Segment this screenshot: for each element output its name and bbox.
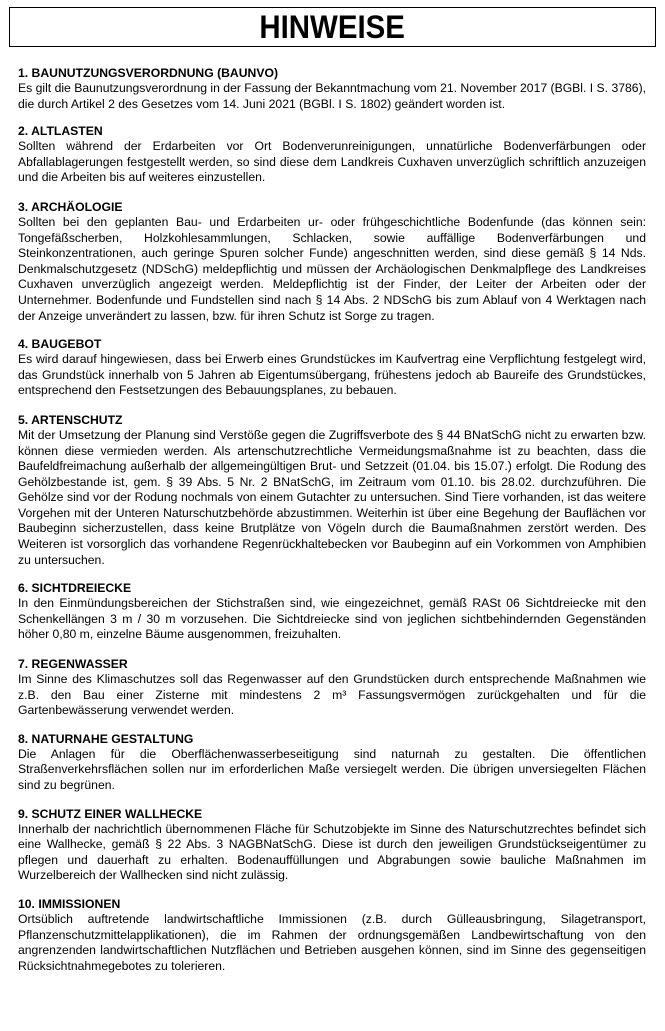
section-immissionen xyxy=(18,897,646,974)
section-body: Mit der Umsetzung der Planung sind Verstöße gegen die Zugriffsverbote des § 44 BNatSchG nicht zu erwarten bzw. können diese vermieden werden. Als artenschutzrechtliche Vermeidungsmaßnahme ist zu beachten, dass die Baufeldfreimachung außerhalb der allgemeingültigen Brut- und Setzzeit (01.04. bis 15.07.) erfolgt. Die Rodung des Gehölzbestande ist, gem. § 39 Abs. 5 Nr. 2 BNatSchG, im Zeitraum vom 01.10. bis 28.02. durchzuführen. Die Gehölze sind vor der Rodung nochmals von einem Gutachter zu untersuchen. Sind Tiere vorhanden, ist das weitere Vorgehen mit der Unteren Naturschutzbehörde abzustimmen. Weiterhin ist über eine Begehung der Bauflächen vor Baubeginn sicherzustellen, dass keine Brutplätze von Vögeln durch die Baumaßnahmen zerstört werden. Des Weiteren ist vorsorglich das vorhandene Regenrückhaltebecken vor Baubeginn auf ein Vorkommen von Amphibien zu untersuchen. xyxy=(18,427,646,567)
section-regenwasser xyxy=(18,657,646,719)
section-body: Im Sinne des Klimaschutzes soll das Regenwasser auf den Grundstücken durch entsprechende Maßnahmen wie z.B. den Bau einer Zisterne mit mindestens 2 m³ Fassungsvermögen zurückgehalten und für die Gartenbewässerung verwendet werden. xyxy=(18,672,646,718)
section-altlasten xyxy=(18,124,646,186)
section-baunutzungsverordnung xyxy=(18,66,646,112)
section-body: Sollten während der Erdarbeiten vor Ort Bodenverunreinigungen, unnatürliche Bodenverfärbungen oder Abfallablagerungen festgestellt werden, so sind diese dem Landkreis Cuxhaven unverzüglich schriftlich anzuzeigen und die Arbeiten bis auf weiteres einzustellen. xyxy=(18,139,646,185)
section-heading: 9. SCHUTZ EINER WALLHECKE xyxy=(18,806,203,821)
section-heading: 8. NATURNAHE GESTALTUNG xyxy=(18,731,194,746)
section-heading: 10. IMMISSIONEN xyxy=(18,896,121,911)
section-body: Es gilt die Baunutzungsverordnung in der Fassung der Bekanntmachung vom 21. November 2017 (BGBl. I S. 3786), die durch Artikel 2 des Gesetzes vom 14. Juni 2021 (BGBl. I S. 1802) geändert worden ist. xyxy=(18,81,647,111)
section-body: Die Anlagen für die Oberflächenwasserbeseitigung sind naturnah zu gestalten. Die öffentlichen Straßenverkehrsflächen sollen nur im erforderlichen Maße versiegelt werden. Die übrigen unversiegelten Flächen sind zu begrünen. xyxy=(18,746,646,792)
section-sichtdreiecke xyxy=(18,581,646,643)
title-box xyxy=(9,7,656,47)
page-title: HINWEISE xyxy=(259,9,406,45)
section-body: In den Einmündungsbereichen der Stichstraßen sind, wie eingezeichnet, gemäß RASt 06 Sichtdreiecke mit den Schenkellängen 3 m / 30 m vorzusehen. Die Sichtdreiecke sind von jeglichen sichtbehindernden Gegenständen höher 0,80 m, einzelne Bäume ausgenommen, freizuhalten. xyxy=(18,596,646,642)
section-body: Innerhalb der nachrichtlich übernommenen Fläche für Schutzobjekte im Sinne des Naturschutzrechtes befindet sich eine Wallhecke, gemäß § 22 Abs. 3 NAGBNatSchG. Diese ist durch den jeweiligen Grundstückseigentümer zu pflegen und dauerhaft zu erhalten. Bodenauffüllungen und Abgrabungen sowie bauliche Maßnahmen im Wurzelbereich der Wallhecken sind nicht zulässig. xyxy=(18,821,646,883)
section-naturnahe-gestaltung xyxy=(18,732,646,794)
section-artenschutz xyxy=(18,413,646,568)
section-body: Ortsüblich auftretende landwirtschaftliche Immissionen (z.B. durch Gülleausbringung, Silagetransport, Pflanzenschutzmittelapplikationen), die im Rahmen der ordnungsgemäßen Landbewirtschaftung von den angrenzenden landwirtschaftlichen Nutzflächen und Betrieben ausgehen können, sind im Sinne des gegenseitigen Rücksichtnahmegebotes zu tolerieren. xyxy=(18,911,646,973)
section-heading: 3. ARCHÄOLOGIE xyxy=(18,199,123,214)
section-heading: 1. BAUNUTZUNGSVERORDNUNG (BAUNVO) xyxy=(18,66,279,80)
section-heading: 5. ARTENSCHUTZ xyxy=(18,412,123,427)
section-heading: 4. BAUGEBOT xyxy=(18,337,102,352)
section-body: Sollten bei den geplanten Bau- und Erdarbeiten ur- oder frühgeschichtliche Bodenfunde (das können sein: Tongefäßscherben, Holzkohlesammlungen, Schlacken, sowie auffällige Bodenverfärbungen und Steinkonzentrationen, auch geringe Spuren solcher Funde) angeschnitten werden, sind diese gemäß § 14 Nds. Denkmalschutzgesetz (NDSchG) meldepflichtig und müssen der Archäologischen Denkmalpflege des Landkreises Cuxhaven unverzüglich angezeigt werden. Meldepflichtig ist der Finder, der Leiter der Arbeiten oder der Unternehmer. Bodenfunde und Fundstellen sind nach § 14 Abs. 2 NDSchG bis zum Ablauf von 4 Werktagen nach der Anzeige unverändert zu lassen, bzw. für ihren Schutz ist Sorge zu tragen. xyxy=(18,214,646,323)
section-body: Es wird darauf hingewiesen, dass bei Erwerb eines Grundstückes im Kaufvertrag eine Verpflichtung festgelegt wird, das Grundstück innerhalb von 5 Jahren ab Eigentumsübergang, frühestens jedoch ab Baureife des Grundstückes, entsprechend den Festsetzungen des Bebauungsplanes, zu bebauen. xyxy=(18,352,646,398)
section-heading: 7. REGENWASSER xyxy=(18,657,128,672)
section-heading: 2. ALTLASTEN xyxy=(18,124,103,139)
section-heading: 6. SICHTDREIECKE xyxy=(18,581,132,596)
section-schutz-wallhecke xyxy=(18,807,646,884)
section-baugebot xyxy=(18,337,646,399)
notes-content xyxy=(18,66,646,988)
section-archaeologie xyxy=(18,200,646,324)
